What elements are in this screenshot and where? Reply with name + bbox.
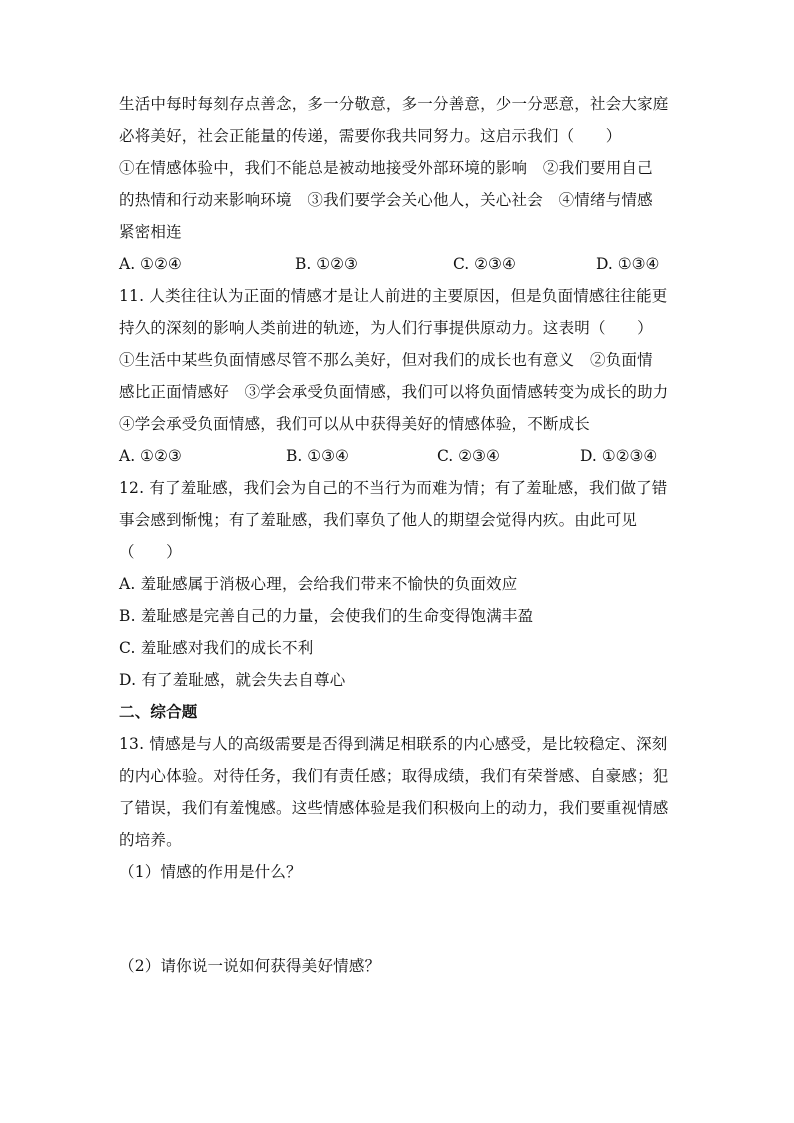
q10-statement-line-2: 的热情和行动来影响环境 ③我们要学会关心他人，关心社会 ④情绪与情感 [119, 191, 653, 209]
section-title: 二、综合题 [119, 703, 198, 721]
q10-statement-line-1: ①在情感体验中，我们不能总是被动地接受外部环境的影响 ②我们要用自己 [119, 159, 653, 177]
q10-option-d: D. ①③④ [596, 255, 660, 273]
q12-stem-line-3: （ ） [119, 543, 182, 561]
q11-stem-line-2: 持久的深刻的影响人类前进的轨迹，为人们行事提供原动力。这表明（ ） [119, 319, 653, 337]
q10-option-a: A. ①②④ [119, 255, 182, 273]
q13-subquestion-1: （1）情感的作用是什么？ [119, 863, 302, 881]
q12-option-a: A. 羞耻感属于消极心理，会给我们带来不愉快的负面效应 [119, 575, 518, 593]
q11-option-a: A. ①②③ [119, 447, 182, 465]
q12-option-d: D. 有了羞耻感，就会失去自尊心 [119, 671, 346, 689]
q11-option-d: D. ①②③④ [580, 447, 658, 465]
q13-subquestion-2: （2）请你说一说如何获得美好情感？ [119, 957, 381, 975]
q12-option-b: B. 羞耻感是完善自己的力量，会使我们的生命变得饱满丰盈 [119, 607, 534, 625]
q10-option-c: C. ②③④ [453, 255, 516, 273]
q10-stem-line-2: 必将美好，社会正能量的传递，需要你我共同努力。这启示我们（ ） [119, 127, 622, 145]
q11-statement-line-3: ④学会承受负面情感，我们可以从中获得美好的情感体验，不断成长 [119, 415, 591, 433]
q11-option-c: C. ②③④ [437, 447, 500, 465]
q11-option-b: B. ①③④ [286, 447, 349, 465]
q10-stem-line-1: 生活中每时每刻存点善念，多一分敬意，多一分善意，少一分恶意，社会大家庭 [119, 95, 669, 113]
q11-options [119, 446, 679, 466]
q10-options [119, 254, 679, 274]
q10-statement-line-3: 紧密相连 [119, 223, 182, 241]
q11-stem-line-1: 11. 人类往往认为正面的情感才是让人前进的主要原因，但是负面情感往往能更 [119, 287, 668, 305]
q12-stem-line-1: 12. 有了羞耻感，我们会为自己的不当行为而难为情；有了羞耻感，我们做了错 [119, 479, 668, 497]
q11-statement-line-1: ①生活中某些负面情感尽管不那么美好，但对我们的成长也有意义 ②负面情 [119, 351, 653, 369]
q12-stem-line-2: 事会感到惭愧；有了羞耻感，我们辜负了他人的期望会觉得内疚。由此可见 [119, 511, 638, 529]
q13-stem-line-4: 的培养。 [119, 831, 182, 849]
q13-stem-line-1: 13. 情感是与人的高级需要是否得到满足相联系的内心感受，是比较稳定、深刻 [119, 735, 668, 753]
q13-stem-line-2: 的内心体验。对待任务，我们有责任感；取得成绩，我们有荣誉感、自豪感；犯 [119, 767, 669, 785]
q13-stem-line-3: 了错误，我们有羞愧感。这些情感体验是我们积极向上的动力，我们要重视情感 [119, 799, 669, 817]
q10-option-b: B. ①②③ [295, 255, 358, 273]
q12-option-c: C. 羞耻感对我们的成长不利 [119, 639, 314, 657]
q11-statement-line-2: 感比正面情感好 ③学会承受负面情感，我们可以将负面情感转变为成长的助力 [119, 383, 669, 401]
